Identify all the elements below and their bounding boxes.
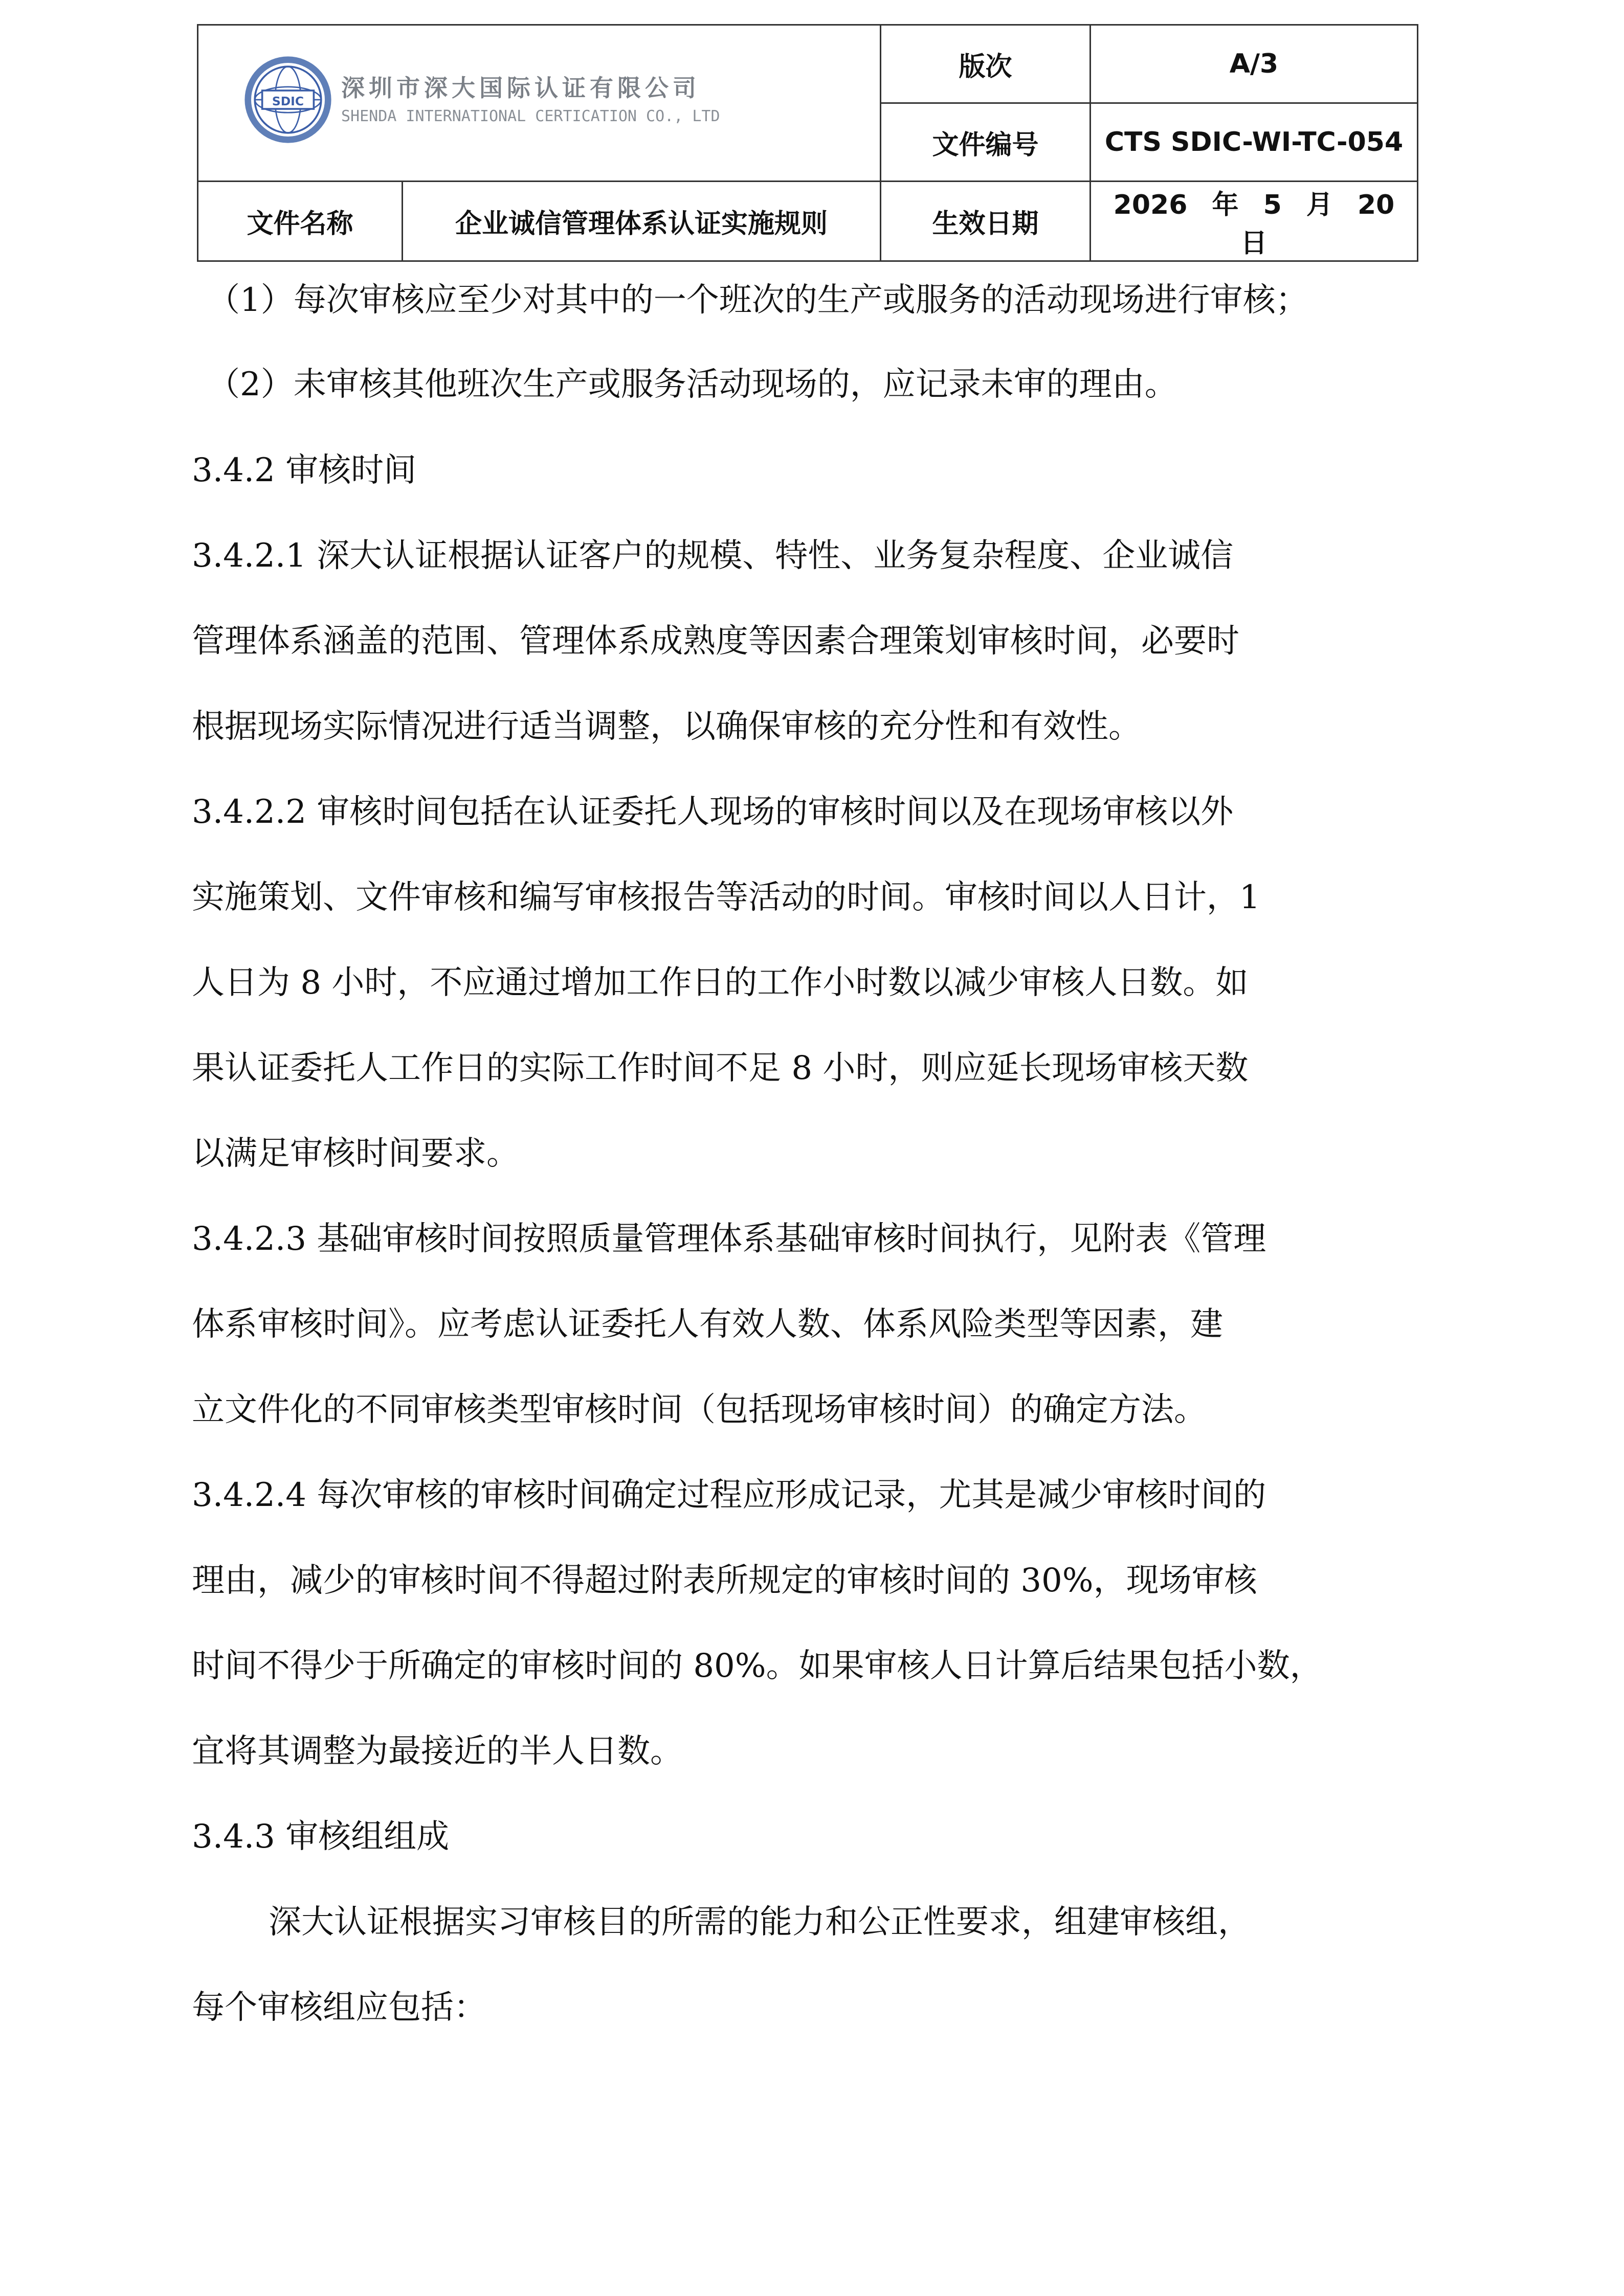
body-line: 立文件化的不同审核类型审核时间（包括现场审核时间）的确定方法。: [192, 1391, 1207, 1429]
effective-date-value: 2026 年 5 月 20 日: [1091, 182, 1418, 261]
document-header-table: [197, 24, 1418, 262]
body-line: 管理体系涵盖的范围、管理体系成熟度等因素合理策划审核时间，必要时: [192, 622, 1239, 660]
logo-cell: [198, 25, 881, 182]
section-heading: 3.4.2 审核时间: [192, 452, 417, 489]
doc-name-label: 文件名称: [198, 182, 403, 261]
body-line: 实施策划、文件审核和编写审核报告等活动的时间。审核时间以人日计，1: [192, 879, 1260, 916]
body-line: （1）每次审核应至少对其中的一个班次的生产或服务的活动现场进行审核；: [207, 281, 1308, 319]
body-line: 果认证委托人工作日的实际工作时间不足 8 小时，则应延长现场审核天数: [192, 1049, 1249, 1087]
body-line: 人日为 8 小时，不应通过增加工作日的工作小时数以减少审核人日数。如: [192, 964, 1249, 1002]
body-line: 每个审核组应包括：: [192, 1989, 486, 2027]
body-line: 根据现场实际情况进行适当调整，以确保审核的充分性和有效性。: [192, 708, 1141, 746]
body-line: 深大认证根据实习审核目的所需的能力和公正性要求，组建审核组，: [269, 1903, 1251, 1941]
body-line: 理由，减少的审核时间不得超过附表所规定的审核时间的 30%，现场审核: [192, 1562, 1257, 1600]
doc-number-value: CTS SDIC-WI-TC-054: [1091, 103, 1418, 182]
version-value: A/3: [1091, 25, 1418, 103]
emblem-text: SDIC: [272, 94, 304, 108]
company-logo: [242, 54, 720, 146]
body-line: 宜将其调整为最接近的半人日数。: [192, 1732, 683, 1770]
body-line: 体系审核时间》。应考虑认证委托人有效人数、体系风险类型等因素，建: [192, 1305, 1223, 1343]
body-line: 以满足审核时间要求。: [192, 1135, 519, 1173]
body-line: 3.4.2.2 审核时间包括在认证委托人现场的审核时间以及在现场审核以外: [192, 793, 1234, 831]
body-line: 3.4.2.1 深大认证根据认证客户的规模、特性、业务复杂程度、企业诚信: [192, 537, 1234, 575]
doc-number-label: 文件编号: [881, 103, 1091, 182]
doc-name-value: 企业诚信管理体系认证实施规则: [403, 182, 881, 261]
company-name-cn: 深圳市深大国际认证有限公司: [341, 74, 700, 102]
effective-date-label: 生效日期: [881, 182, 1091, 261]
body-line: （2）未审核其他班次生产或服务活动现场的，应记录未审的理由。: [207, 366, 1177, 403]
body-line: 时间不得少于所确定的审核时间的 80%。如果审核人日计算后结果包括小数，: [192, 1647, 1323, 1685]
section-heading: 3.4.3 审核组组成: [192, 1818, 450, 1856]
body-line: 3.4.2.3 基础审核时间按照质量管理体系基础审核时间执行，见附表《管理: [192, 1220, 1266, 1258]
company-name-en: SHENDA INTERNATIONAL CERTICATION CO., LTD: [341, 107, 720, 125]
sdic-emblem-icon: [242, 54, 334, 146]
version-label: 版次: [881, 25, 1091, 103]
body-line: 3.4.2.4 每次审核的审核时间确定过程应形成记录，尤其是减少审核时间的: [192, 1476, 1266, 1514]
